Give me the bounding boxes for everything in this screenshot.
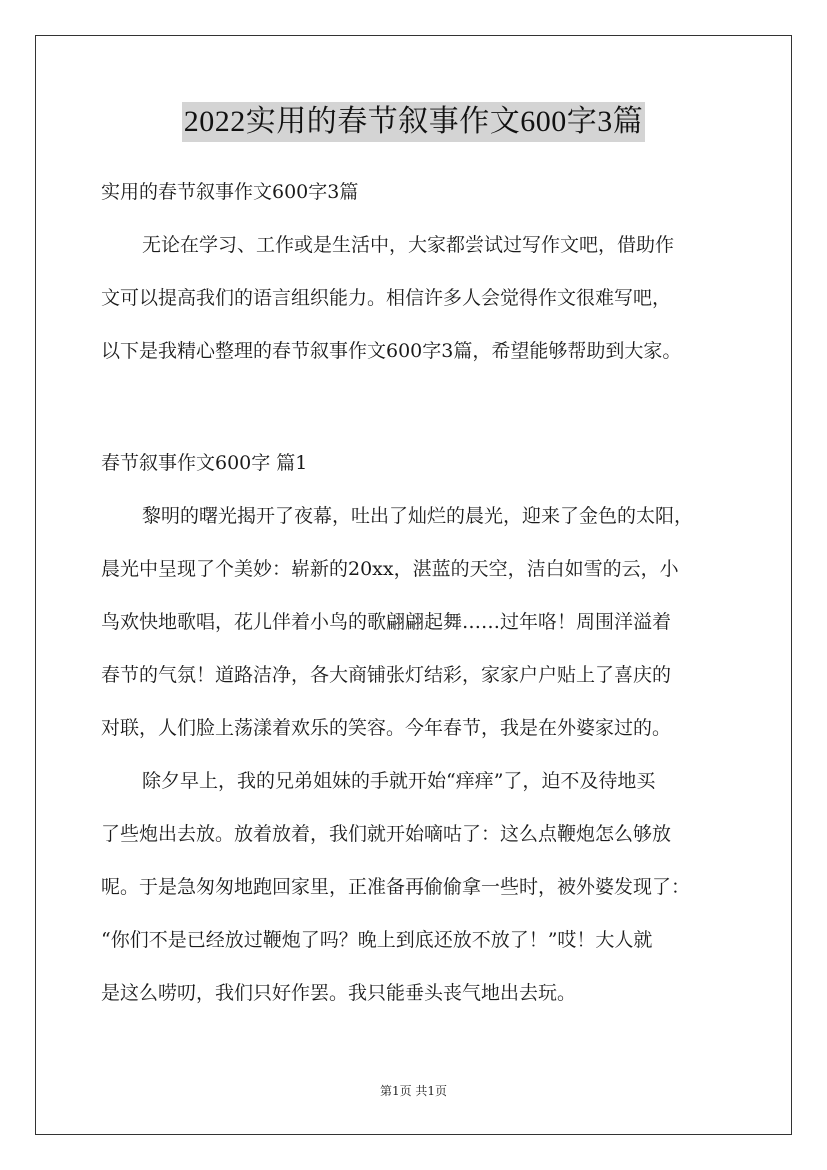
section-heading: 春节叙事作文600字 篇1 bbox=[101, 452, 308, 474]
paragraph-line: 是这么唠叨，我们只好作罢。我只能垂头丧气地出去玩。 bbox=[101, 982, 577, 1004]
paragraph-line: 对联，人们脸上荡漾着欢乐的笑容。今年春节，我是在外婆家过的。 bbox=[101, 717, 672, 739]
paragraph-line: 除夕早上，我的兄弟姐妹的手就开始“痒痒”了，迫不及待地买 bbox=[142, 770, 656, 792]
paragraph-1 bbox=[101, 490, 751, 755]
paragraph-line: 呢。于是急匆匆地跑回家里，正准备再偷偷拿一些时，被外婆发现了： bbox=[101, 876, 691, 898]
page-footer: 第1页 共1页 bbox=[379, 1084, 448, 1098]
intro-line: 无论在学习、工作或是生活中，大家都尝试过写作文吧，借助作 bbox=[142, 234, 675, 256]
paragraph-line: 黎明的曙光揭开了夜幕，吐出了灿烂的晨光，迎来了金色的太阳， bbox=[142, 505, 694, 527]
intro-line: 文可以提高我们的语言组织能力。相信许多人会觉得作文很难写吧， bbox=[101, 287, 672, 309]
paragraph-line: 晨光中呈现了个美妙：崭新的20xx，湛蓝的天空，洁白如雪的云，小 bbox=[101, 558, 679, 580]
section-heading-block bbox=[101, 437, 751, 490]
document-title: 2022实用的春节叙事作文600字3篇 bbox=[182, 102, 646, 142]
paragraph-2 bbox=[101, 755, 751, 1020]
paragraph-line: 鸟欢快地歌唱，花儿伴着小鸟的歌翩翩起舞……过年咯！周围洋溢着 bbox=[101, 611, 672, 633]
document-subtitle: 实用的春节叙事作文600字3篇 bbox=[101, 181, 359, 203]
document-subtitle-block bbox=[101, 166, 751, 219]
paragraph-line: 春节的气氛！道路洁净，各大商铺张灯结彩，家家户户贴上了喜庆的 bbox=[101, 664, 672, 686]
title-container bbox=[0, 102, 827, 142]
intro-line: 以下是我精心整理的春节叙事作文600字3篇，希望能够帮助到大家。 bbox=[101, 340, 682, 362]
intro-paragraph bbox=[101, 219, 751, 378]
paragraph-line: “你们不是已经放过鞭炮了吗？晚上到底还放不放了！”哎！大人就 bbox=[101, 929, 653, 951]
paragraph-line: 了些炮出去放。放着放着，我们就开始嘀咕了：这么点鞭炮怎么够放 bbox=[101, 823, 672, 845]
